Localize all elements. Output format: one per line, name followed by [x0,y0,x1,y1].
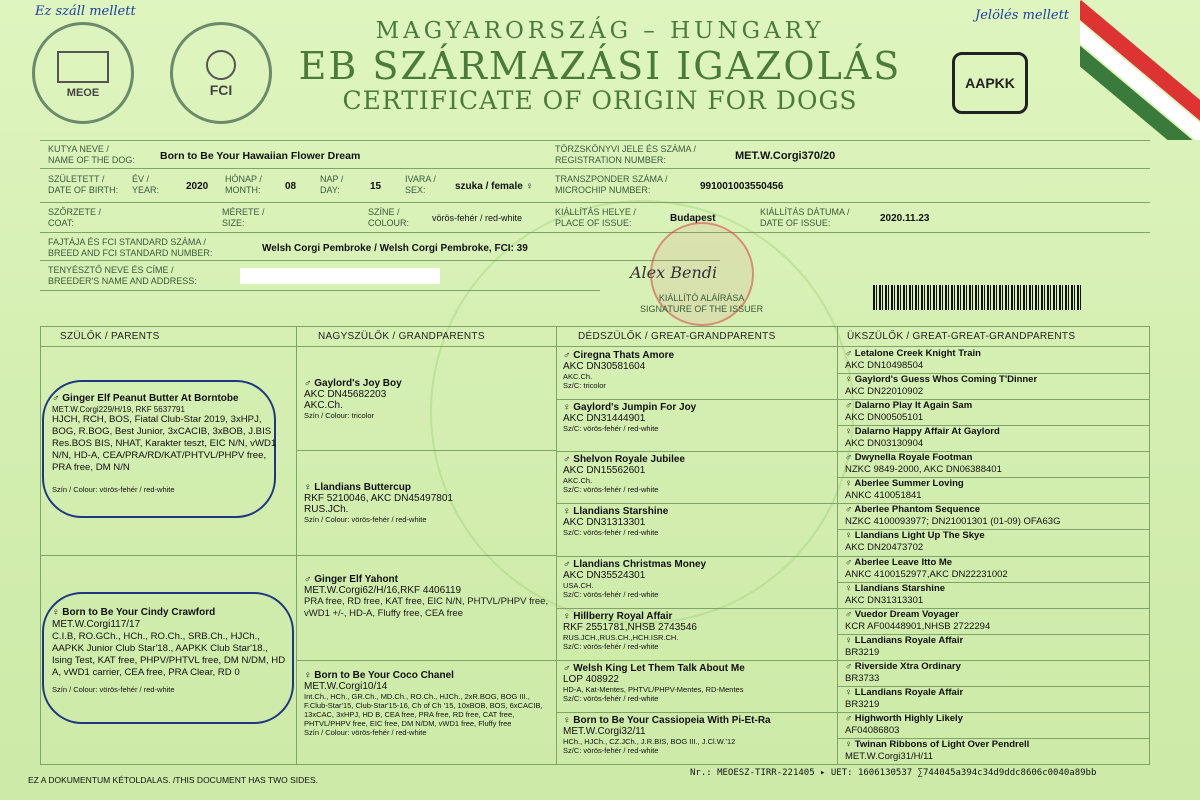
colour-value: vörös-fehér / red-white [432,213,523,223]
year-label: ÉV / YEAR: [132,174,160,195]
great-grandparent-reg: AKC DN31444901 [563,413,646,424]
divider [296,660,556,661]
grandparent-name: ♀ Born to Be Your Coco Chanel [304,670,454,681]
great-great-grandparent-reg: KCR AF00448901,NHSB 2722294 [845,621,991,632]
date-label: KIÁLLÍTÁS DÁTUMA / DATE OF ISSUE: [760,207,850,228]
divider [40,346,1150,347]
great-great-grandparent-reg: AKC DN00505101 [845,412,924,423]
great-grandparent-titles: HCh., HJCh., CZ.JCh., J.R.BIS, BOG III., J.Cl.W.'12 [563,737,736,746]
parent-dam [52,607,286,696]
grandparent-3 [304,574,550,619]
great-great-grandparent-name: ♀ Twinan Ribbons of Light Over Pendrell [845,739,1030,750]
dog-name-label: KUTYA NEVE / NAME OF THE DOG: [48,144,135,165]
great-grandparent-colour: Sz/C: tricolor [563,381,606,390]
great-grandparent-colour: Sz/C: vörös-fehér / red-white [563,590,659,599]
grandparent-colour: Szín / Colour: tricolor [304,411,375,420]
header-title-hu: EB SZÁRMAZÁSI IGAZOLÁS [298,44,902,88]
parent-reg: MET.W.Corgi229/H/19, RKF 5637791 [52,405,185,414]
great-great-grandparent-name: ♂ Dwynella Royale Footman [845,452,973,463]
dog-name-value: Born to Be Your Hawaiian Flower Dream [160,150,361,162]
great-grandparent-name: ♂ Llandians Christmas Money [563,559,707,570]
issuer-signature: Alex Bendi [630,263,718,282]
place-label: KIÁLLÍTÁS HELYE / PLACE OF ISSUE: [555,207,636,228]
column-header-great-grandparents: DÉDSZÜLŐK / GREAT-GRANDPARENTS [578,331,776,342]
divider [556,451,837,452]
great-grandparent-reg: MET.W.Corgi32/11 [563,726,646,737]
great-great-grandparent-name: ♂ Aberlee Leave Itto Me [845,557,953,568]
chip-label: TRANSZPONDER SZÁMA / MICROCHIP NUMBER: [555,174,668,195]
breed-label: FAJTÁJA ÉS FCI STANDARD SZÁMA / BREED AND FCI STANDARD NUMBER: [48,237,213,258]
great-great-grandparent-reg: ANKC 4100152977,AKC DN22231002 [845,569,1008,580]
aapkk-logo-text: AAPKK [965,75,1015,91]
breed-value: Welsh Corgi Pembroke / Welsh Corgi Pembroke, FCI: 39 [262,243,528,254]
place-value: Budapest [670,213,716,224]
size-label: MÉRETE / SIZE: [222,207,265,228]
great-grandparent-entry [563,506,833,537]
great-great-grandparent-reg: AKC DN31313301 [845,595,924,606]
great-great-grandparent-entry [845,426,1145,450]
great-grandparent-titles: HD-A, Kat-Mentes, PHTVL/PHPV-Mentes, RD-Mentes [563,685,744,694]
great-grandparent-reg: RKF 2551781,NHSB 2743546 [563,622,697,633]
great-great-grandparent-reg: NZKC 4100093977; DN21001301 (01-09) OFA63G [845,516,1061,527]
meoe-seal-text: MEOE [66,87,100,99]
divider [556,608,837,609]
great-grandparent-entry [563,402,833,433]
grandparent-colour: Szín / Colour: vörös-fehér / red-white [304,515,427,524]
grandparent-reg: AKC DN45682203 [304,389,387,400]
divider [40,290,600,291]
great-great-grandparent-name: ♂ Letalone Creek Knight Train [845,348,981,359]
great-great-grandparent-name: ♀ Llandians Starshine [845,583,946,594]
great-great-grandparent-name: ♂ Aberlee Phantom Sequence [845,504,981,515]
parent-name: ♂ Ginger Elf Peanut Butter At Borntobe [52,393,239,404]
great-great-grandparent-entry [845,635,1145,659]
great-grandparent-colour: Sz/C: vörös-fehér / red-white [563,424,659,433]
handwritten-note-right: Jelölés mellett [975,8,1070,23]
grandparent-titles: AKC.Ch. [304,400,343,411]
grandparent-reg: MET.W.Corgi62/H/16,RKF 4406119 [304,585,462,596]
great-grandparent-colour: Sz/C: vörös-fehér / red-white [563,694,659,703]
divider [40,260,720,261]
parent-reg: MET.W.Corgi117/17 [52,619,141,630]
great-grandparent-titles: RUS.JCH.,RUS.CH.,HCH.ISR.CH. [563,633,679,642]
parent-sire [52,393,284,496]
great-great-grandparent-entry [845,583,1145,607]
great-great-grandparent-reg: ANKC 410051841 [845,490,922,501]
great-great-grandparent-entry [845,374,1145,398]
great-grandparent-colour: Sz/C: vörös-fehér / red-white [563,528,659,537]
great-grandparent-entry [563,715,833,755]
great-great-grandparent-reg: AKC DN10498504 [845,360,924,371]
great-grandparent-entry [563,559,833,599]
great-great-grandparent-reg: BR3219 [845,699,880,710]
handwritten-note-left: Ez száll mellett [35,4,136,19]
divider [556,660,837,661]
great-grandparent-name: ♂ Welsh King Let Them Talk About Me [563,663,745,674]
issuer-label: KIÁLLÍTÓ ALÁÍRÁSA SIGNATURE OF THE ISSUER [640,293,764,314]
great-great-grandparent-name: ♂ Highworth Highly Likely [845,713,963,724]
barcode [873,285,1083,310]
divider [1149,326,1150,764]
chip-value: 991001003550456 [700,181,784,192]
grandparent-colour: Szín / Colour: vörös-fehér / red-white [304,728,427,737]
great-great-grandparent-entry [845,739,1145,763]
great-grandparent-entry [563,350,833,390]
month-value: 08 [285,181,297,192]
divider [556,326,557,764]
grandparent-4 [304,670,552,737]
grandparent-name: ♂ Gaylord's Joy Boy [304,378,402,389]
coat-label: SZŐRZETE / COAT: [48,207,102,228]
divider [40,232,1150,233]
great-great-grandparent-reg: AKC DN20473702 [845,542,924,553]
great-great-grandparent-name: ♂ Vuedor Dream Voyager [845,609,959,620]
sex-value: szuka / female ♀ [455,181,534,192]
great-grandparent-name: ♀ Llandians Starshine [563,506,669,517]
parent-titles: HJCH, RCH, BOS, Fiatal Club-Star 2019, 3xHPJ, BOG, R.BOG, Best Junior, 3xCACIB, 3xBOB, J.BIS Res.BOS BIS, NHAT, Karakter teszt, EIC N/N, vWD1 N/N, HD-A, CEA/PRA/RD/KAT/PHTVL/PHPV free, PRA free, DM N/N [52,414,277,473]
great-great-grandparent-reg: NZKC 9849-2000, AKC DN06388401 [845,464,1002,475]
month-label: HÓNAP / MONTH: [225,174,262,195]
divider [837,326,838,764]
divider [40,555,296,556]
header-title-en: CERTIFICATE OF ORIGIN FOR DOGS [342,86,858,115]
registration-label: TÖRZSKÖNYVI JELE ÉS SZÁMA / REGISTRATION NUMBER: [555,144,697,165]
grandparent-1 [304,378,550,420]
sex-label: IVARA / SEX: [405,174,436,195]
great-grandparent-titles: AKC.Ch. [563,476,593,485]
great-grandparent-entry [563,611,833,651]
divider [556,556,837,557]
grandparent-name: ♂ Ginger Elf Yahont [304,574,398,585]
great-great-grandparent-reg: AKC DN22010902 [845,386,924,397]
great-great-grandparent-entry [845,713,1145,737]
parent-colour: Szín / Colour: vörös-fehér / red-white [52,685,175,694]
divider [40,202,1150,203]
grandparent-name: ♀ Llandians Buttercup [304,482,411,493]
grandparent-reg: MET.W.Corgi10/14 [304,681,388,692]
column-header-parents: SZÜLŐK / PARENTS [60,331,160,342]
great-great-grandparent-name: ♂ Riverside Xtra Ordinary [845,661,961,672]
breeder-redaction [240,268,440,284]
grandparent-2 [304,482,550,524]
divider [296,326,297,764]
header-country: MAGYARORSZÁG – HUNGARY [375,18,825,44]
divider [40,326,41,764]
great-grandparent-titles: USA.CH. [563,581,594,590]
great-grandparent-colour: Sz/C: vörös-fehér / red-white [563,642,659,651]
great-great-grandparent-entry [845,530,1145,554]
great-grandparent-name: ♂ Ciregna Thats Amore [563,350,675,361]
great-great-grandparent-reg: MET.W.Corgi31/H/11 [845,751,933,762]
great-grandparent-reg: AKC DN30581604 [563,361,646,372]
grandparent-titles: PRA free, RD free, KAT free, EIC N/N, PHTVL/PHPV free, vWD1 +/-, HD-A, Fluffy free, CEA free [304,596,549,619]
great-great-grandparent-name: ♂ Dalarno Play It Again Sam [845,400,973,411]
divider [40,764,1150,765]
grandparent-titles: RUS.JCh. [304,504,349,515]
great-grandparent-name: ♀ Hillberry Royal Affair [563,611,673,622]
column-header-grandparents: NAGYSZÜLŐK / GRANDPARENTS [318,331,485,342]
great-great-grandparent-entry [845,400,1145,424]
great-grandparent-reg: AKC DN35524301 [563,570,646,581]
footer-document-number: Nr.: MEOESZ-TIRR-221405 ▸ UET: 1606130537 ∑744045a394c34d9ddc8606c0040a89bb [690,768,1097,778]
date-value: 2020.11.23 [880,213,930,224]
parent-name: ♀ Born to Be Your Cindy Crawford [52,607,216,618]
divider [40,168,1150,169]
great-grandparent-name: ♂ Shelvon Royale Jubilee [563,454,685,465]
great-great-grandparent-reg: BR3733 [845,673,880,684]
great-grandparent-name: ♀ Gaylord's Jumpin For Joy [563,402,697,413]
great-great-grandparent-entry [845,478,1145,502]
great-great-grandparent-name: ♀ Gaylord's Guess Whos Coming T'Dinner [845,374,1038,385]
column-header-great-great-grandparents: ÜKSZÜLŐK / GREAT-GREAT-GRANDPARENTS [847,331,1076,342]
great-great-grandparent-reg: AKC DN03130904 [845,438,924,449]
great-great-grandparent-name: ♀ Aberlee Summer Loving [845,478,964,489]
great-great-grandparent-reg: AF04086803 [845,725,900,736]
great-great-grandparent-reg: BR3219 [845,647,880,658]
great-grandparent-entry [563,663,833,703]
fci-seal-text: FCI [209,82,233,98]
colour-label: SZÍNE / COLOUR: [368,207,410,228]
divider [556,712,837,713]
parent-titles: C.I.B, RO.GCh., HCh., RO.Ch., SRB.Ch., HJCh., AAPKK Junior Club Star'18., AAPKK Club Star'18., Ising Test, KAT free, PHPV/PHTVL free, DM N/DM, HD A, vWD1 carrier, CEA free, PRA Clear, RD 0 [52,631,286,678]
great-grandparent-name: ♀ Born to Be Your Cassiopeia With Pi-Et-Ra [563,715,771,726]
divider [296,555,556,556]
great-great-grandparent-entry [845,661,1145,685]
great-grandparent-colour: Sz/C: vörös-fehér / red-white [563,485,659,494]
great-great-grandparent-name: ♀ LLandians Royale Affair [845,687,964,698]
great-great-grandparent-name: ♀ LLandians Royale Affair [845,635,964,646]
registration-value: MET.W.Corgi370/20 [735,150,836,162]
divider [40,326,1150,327]
year-value: 2020 [186,181,209,192]
grandparent-reg: RKF 5210046, AKC DN45497801 [304,493,453,504]
great-great-grandparent-entry [845,687,1145,711]
born-label: SZÜLETETT / DATE OF BIRTH: [48,174,119,195]
great-grandparent-entry [563,454,833,494]
great-grandparent-colour: Sz/C: vörös-fehér / red-white [563,746,659,755]
day-value: 15 [370,181,382,192]
great-great-grandparent-name: ♀ Llandians Light Up The Skye [845,530,985,541]
divider [556,503,837,504]
great-great-grandparent-entry [845,557,1145,581]
great-great-grandparent-entry [845,504,1145,528]
great-grandparent-reg: AKC DN31313301 [563,517,646,528]
great-grandparent-reg: AKC DN15562601 [563,465,646,476]
great-great-grandparent-name: ♀ Dalarno Happy Affair At Gaylord [845,426,1000,437]
grandparent-titles: Int.Ch., HCh., GR.Ch., MD.Ch., RO.Ch., HJCh., 2xR.BOG, BOG III., F.Club-Star'15, Club-Star'15-16, Ch of Ch '15, 10xBOB, BOS, 6xCACIB, 13xCAC, 3xHPJ, HD B, CEA free, PRA free, RD free, CAT free, PHTVL/PHPV free, EIC free, DM N/DM, vWD1 free, Fluffy free [304,692,543,728]
footer-two-sides-note: EZ A DOKUMENTUM KÉTOLDALAS. /THIS DOCUMENT HAS TWO SIDES. [28,775,318,785]
divider [40,140,1150,141]
divider [296,450,556,451]
great-great-grandparent-entry [845,348,1145,372]
divider [556,399,837,400]
great-grandparent-titles: AKC.Ch. [563,372,593,381]
great-great-grandparent-entry [845,452,1145,476]
parent-colour: Szín / Colour: vörös-fehér / red-white [52,485,175,494]
great-grandparent-reg: LOP 408922 [563,674,619,685]
day-label: NAP / DAY: [320,174,344,195]
breeder-label: TENYÉSZTŐ NEVE ÉS CÍME / BREEDER'S NAME AND ADDRESS: [48,265,197,286]
great-great-grandparent-entry [845,609,1145,633]
